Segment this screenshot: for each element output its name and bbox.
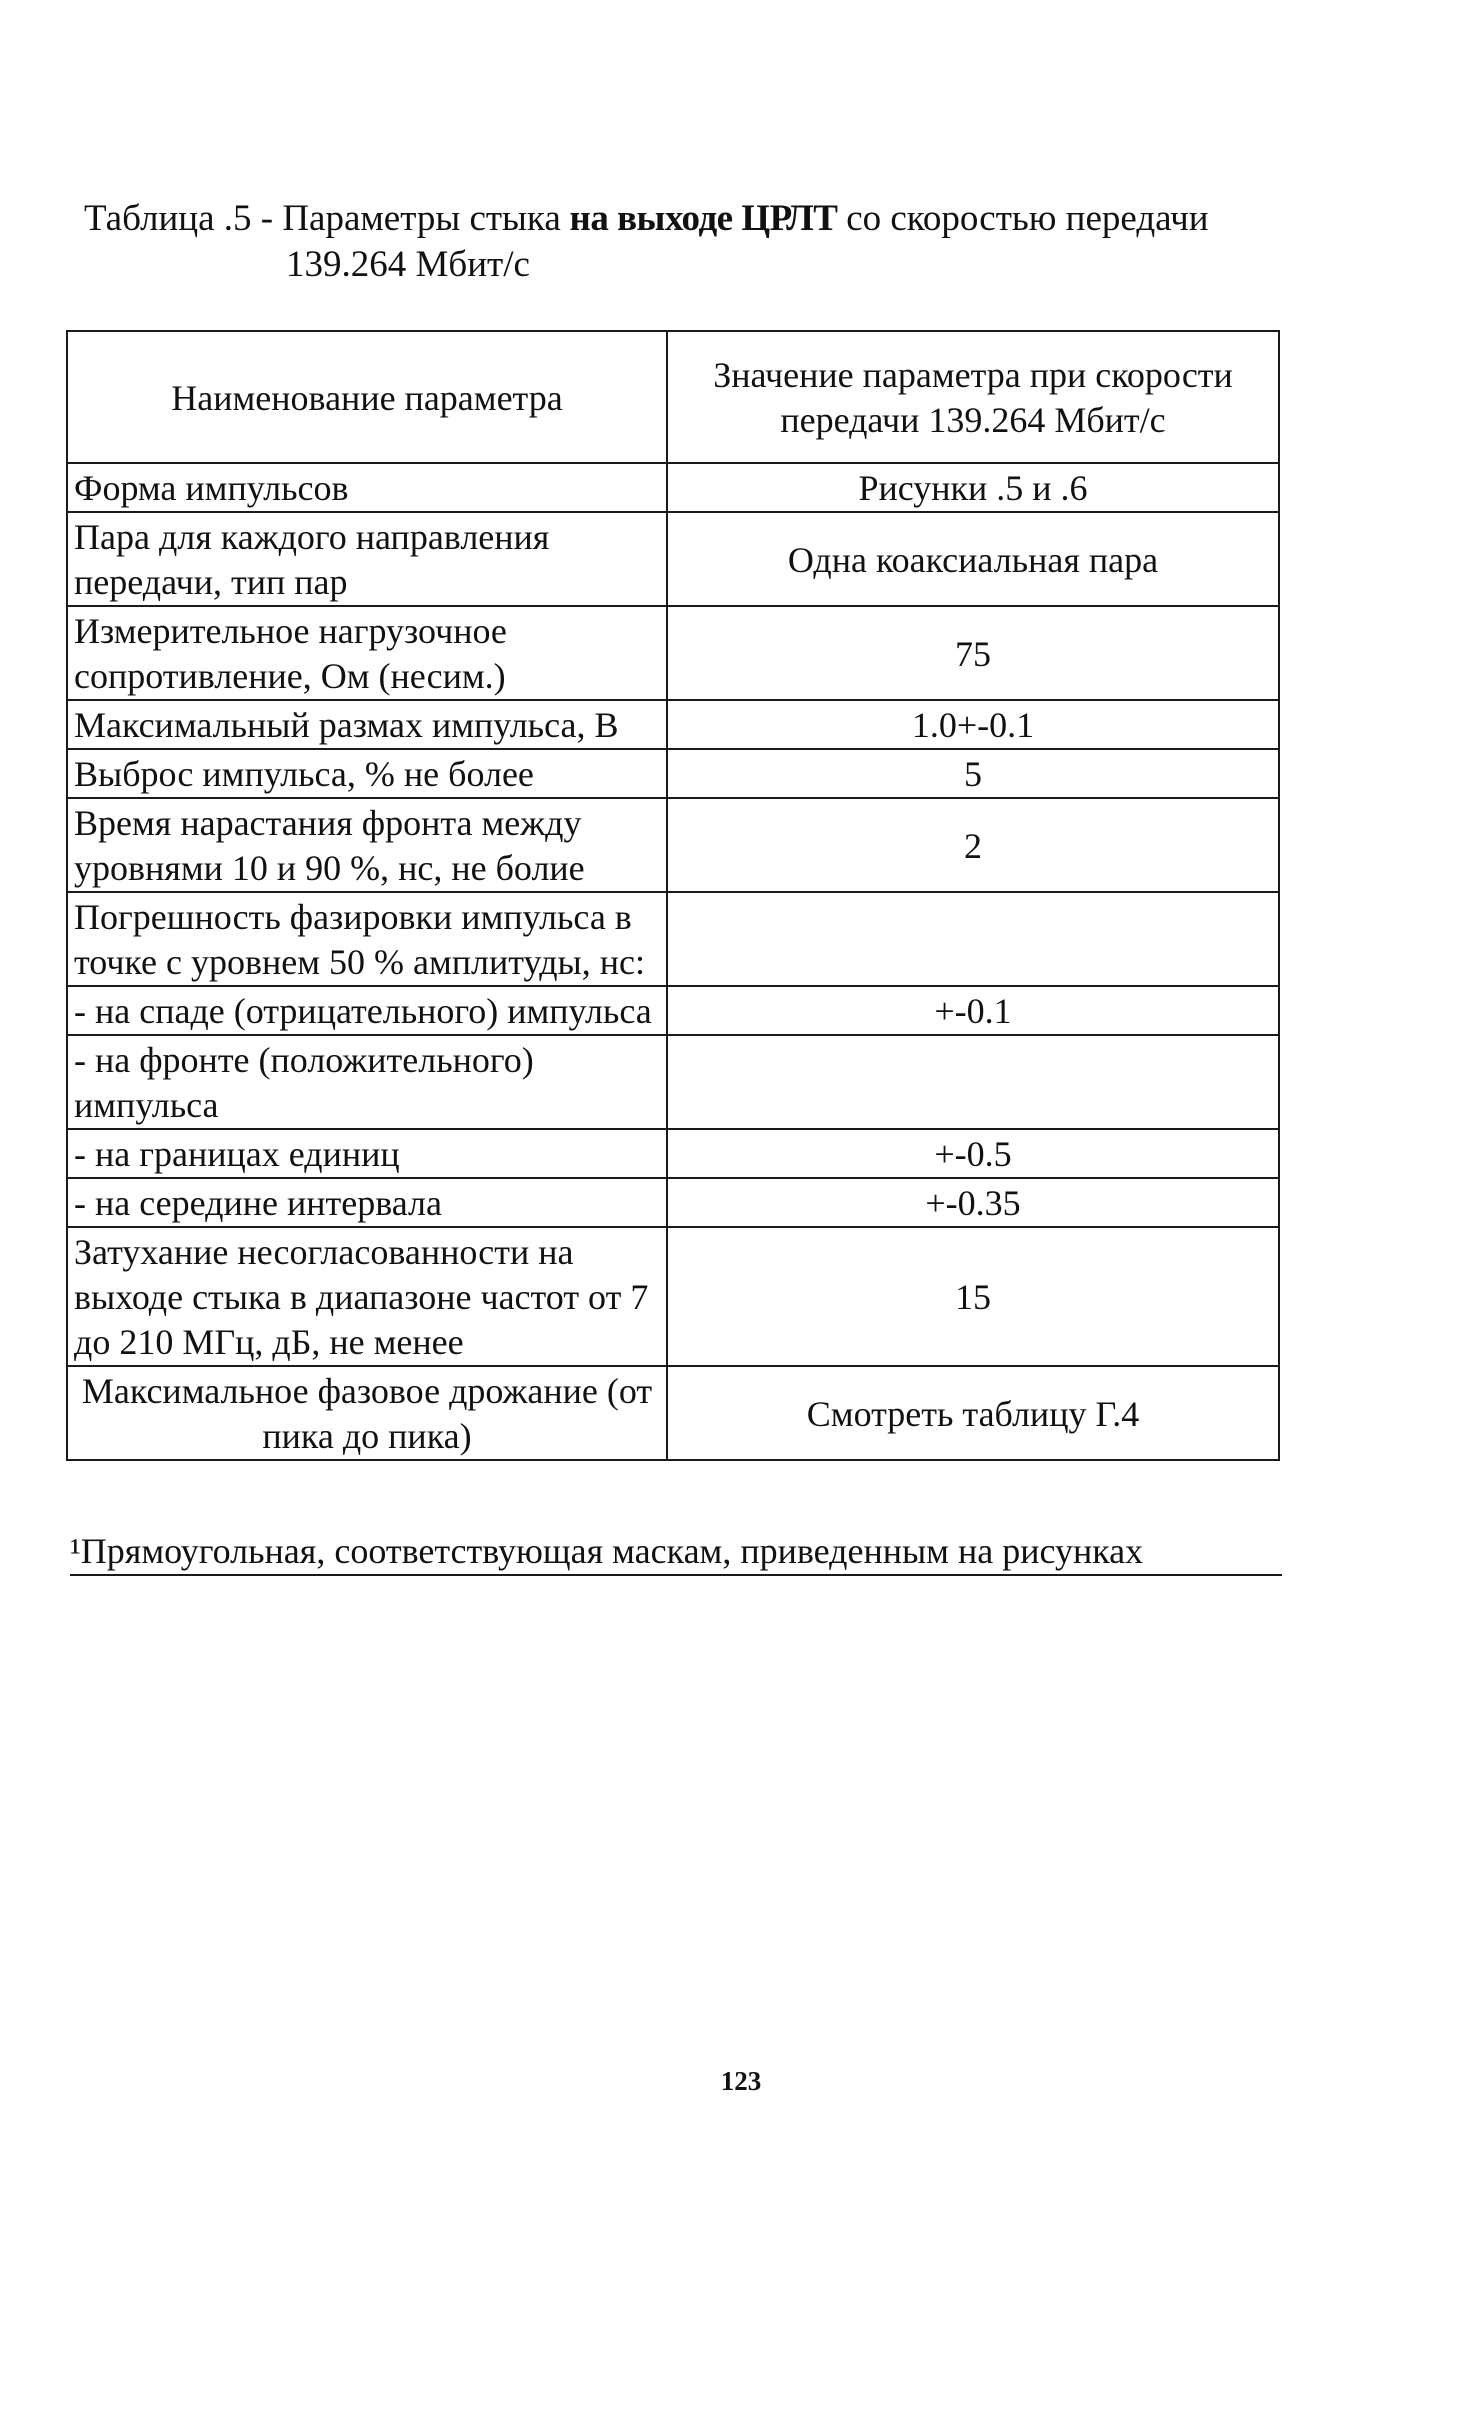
table-row (67, 1366, 1279, 1460)
param-value: 15 (667, 1227, 1279, 1366)
table-row (67, 892, 1279, 986)
param-name: - на границах единиц (67, 1129, 667, 1178)
table-row (67, 1227, 1279, 1366)
table-row (67, 1129, 1279, 1178)
param-value: Одна коаксиальная пара (667, 512, 1279, 606)
param-name: - на спаде (отрицательного) импульса (67, 986, 667, 1035)
table-row (67, 749, 1279, 798)
table-row (67, 606, 1279, 700)
caption-suffix: со скоростью передачи (846, 198, 1209, 239)
footnote: ¹Прямоугольная, соответствующая маскам, приведенным на рисунках (70, 1528, 1282, 1576)
table-row (67, 700, 1279, 749)
param-name: - на середине интервала (67, 1178, 667, 1227)
param-name: Максимальное фазовое дрожание (от пика до пика) (67, 1366, 667, 1460)
table-row (67, 512, 1279, 606)
caption-prefix: Таблица .5 - Параметры стыка (84, 198, 561, 239)
table-caption (84, 196, 1304, 288)
param-value: Смотреть таблицу Г.4 (667, 1366, 1279, 1460)
table-row (67, 1035, 1279, 1129)
param-value: 5 (667, 749, 1279, 798)
param-name: - на фронте (положительного) импульса (67, 1035, 667, 1129)
param-name: Выброс импульса, % не более (67, 749, 667, 798)
param-value: +-0.35 (667, 1178, 1279, 1227)
table-header-row (67, 331, 1279, 463)
param-name: Погрешность фазировки импульса в точке с уровнем 50 % амплитуды, нс: (67, 892, 667, 986)
param-value: +-0.1 (667, 986, 1279, 1035)
table-row (67, 798, 1279, 892)
param-name: Форма импульсов (67, 463, 667, 512)
param-name: Время нарастания фронта между уровнями 10 и 90 %, нс, не болие (67, 798, 667, 892)
table-row (67, 1178, 1279, 1227)
parameters-table (66, 330, 1280, 1461)
param-value: +-0.5 (667, 1129, 1279, 1178)
param-value (667, 1035, 1279, 1129)
header-value: Значение параметра при скорости передачи 139.264 Мбит/с (667, 331, 1279, 463)
param-name: Пара для каждого направления передачи, тип пар (67, 512, 667, 606)
page-number: 123 (720, 2066, 762, 2096)
header-name: Наименование параметра (67, 331, 667, 463)
param-value: 75 (667, 606, 1279, 700)
param-name: Затухание несогласованности на выходе стыка в диапазоне частот от 7 до 210 МГц, дБ, не менее (67, 1227, 667, 1366)
param-value: 1.0+-0.1 (667, 700, 1279, 749)
caption-line2: 139.264 Мбит/с (286, 244, 530, 285)
param-value: Рисунки .5 и .6 (667, 463, 1279, 512)
table-row (67, 986, 1279, 1035)
param-value (667, 892, 1279, 986)
caption-bold: на выходе ЦРЛТ (560, 198, 847, 239)
param-value: 2 (667, 798, 1279, 892)
table-row (67, 463, 1279, 512)
param-name: Максимальный размах импульса, В (67, 700, 667, 749)
param-name: Измерительное нагрузочное сопротивление, Ом (несим.) (67, 606, 667, 700)
